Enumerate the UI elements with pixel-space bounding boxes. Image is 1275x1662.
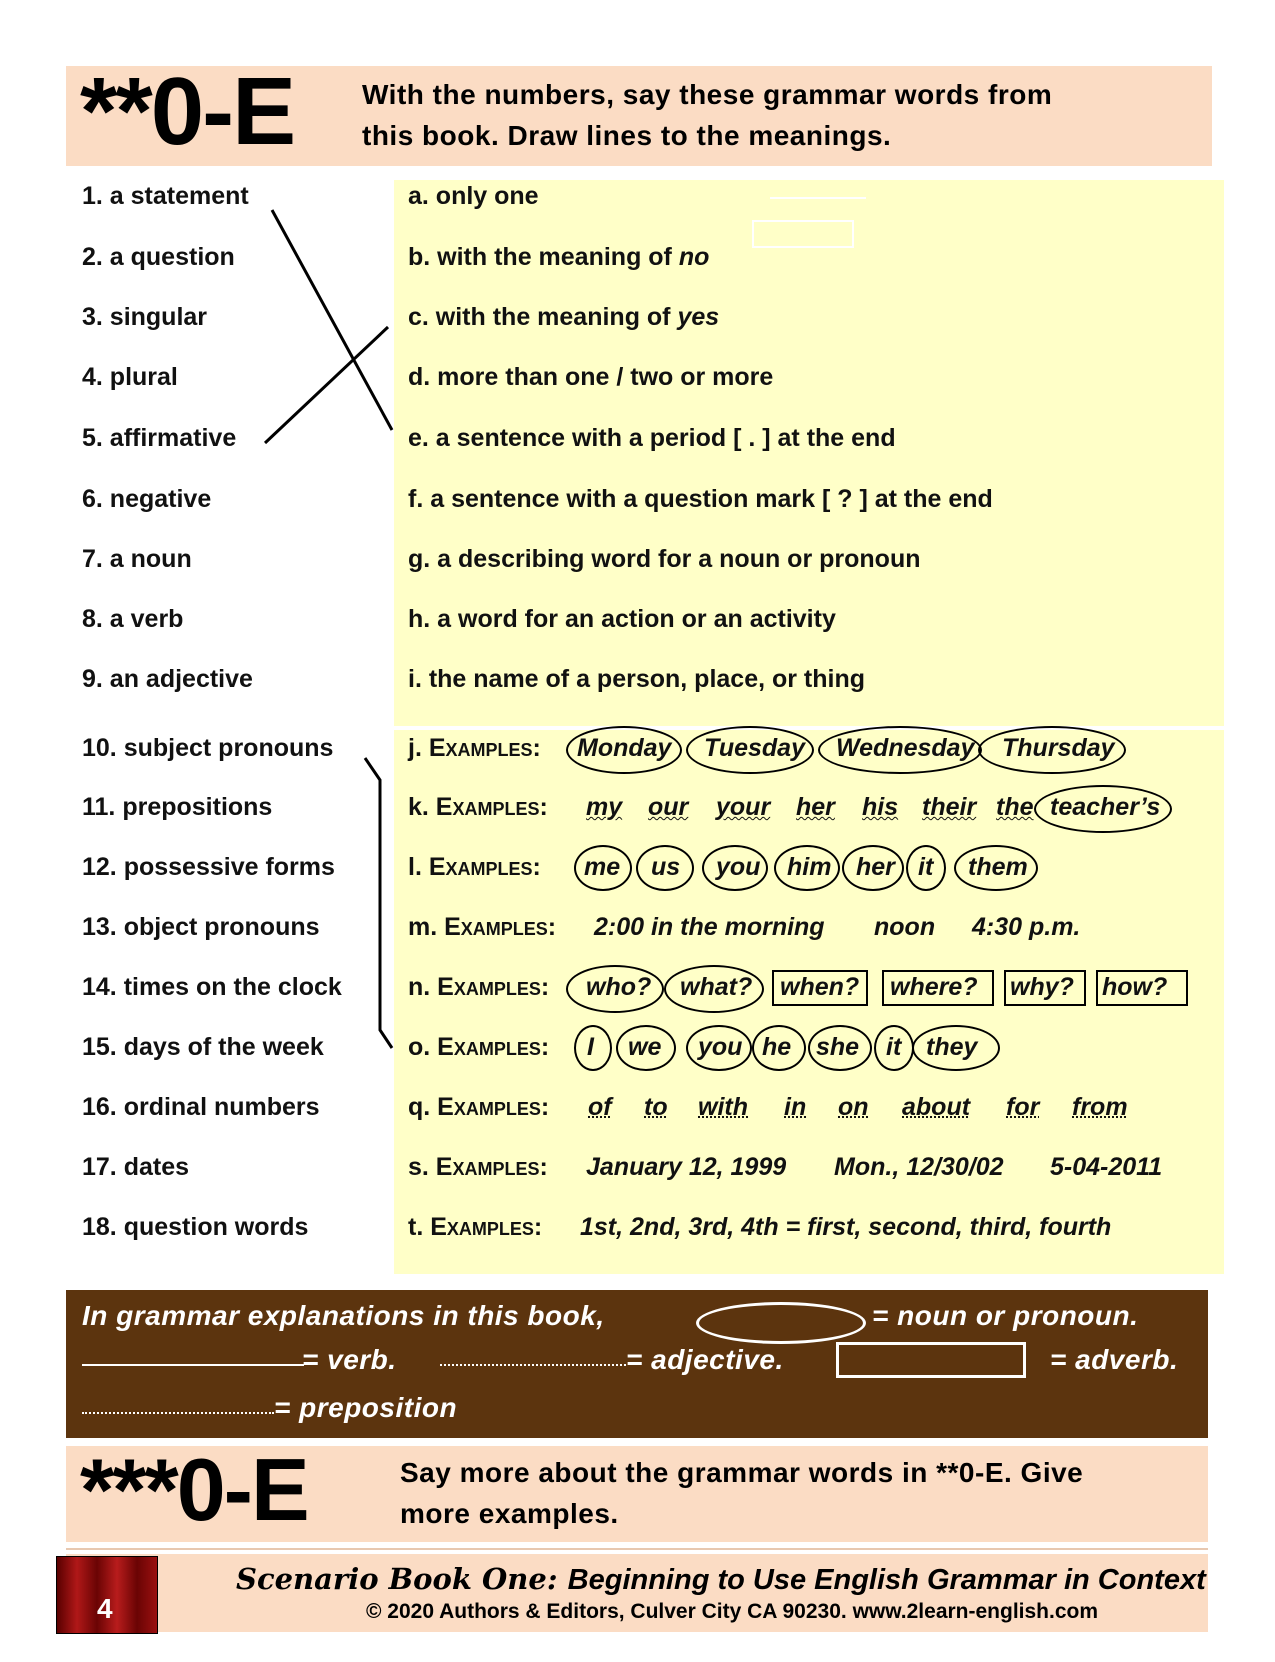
- term-6: 6. negative: [82, 485, 212, 513]
- instruction-line-2: this book. Draw lines to the meanings.: [362, 120, 892, 151]
- book-title-main: Beginning to Use English Grammar in Context: [567, 1564, 1206, 1596]
- ex-her: her: [796, 793, 835, 821]
- term-13: 13. object pronouns: [82, 913, 320, 941]
- ex-our: our: [648, 793, 689, 821]
- meaning-h: h. a word for an action or an activity: [408, 605, 836, 633]
- legend-preposition: = preposition: [274, 1392, 458, 1423]
- term-18: 18. question words: [82, 1213, 309, 1241]
- ex-us: us: [651, 853, 681, 881]
- ex-my: my: [586, 793, 623, 821]
- ex-you-subj: you: [698, 1033, 743, 1061]
- ex-of: of: [588, 1093, 612, 1121]
- meaning-f: f. a sentence with a question mark [ ? ] at the end: [408, 485, 993, 513]
- ex-it-subj: it: [886, 1033, 902, 1061]
- ex-he: he: [762, 1033, 792, 1061]
- ex-them: them: [968, 853, 1028, 881]
- legend-adverb-box: [836, 1342, 1026, 1378]
- page-number: 4: [97, 1593, 113, 1624]
- ex-date-3: 5-04-2011: [1050, 1153, 1163, 1181]
- examples-label-k: Examples:: [435, 793, 548, 821]
- examples-label-t: Examples:: [430, 1213, 543, 1241]
- legend-adjective-line: [440, 1364, 626, 1366]
- term-16: 16. ordinal numbers: [82, 1093, 320, 1121]
- meaning-b-text: b. with the meaning of: [408, 243, 679, 271]
- legend-noun: = noun or pronoun.: [872, 1300, 1139, 1331]
- ex-her-obj: her: [856, 853, 895, 881]
- example-n-letter: n.: [408, 973, 438, 1001]
- legend-preposition-line: [82, 1412, 274, 1414]
- ex-wednesday: Wednesday: [836, 734, 975, 762]
- ex-who: who?: [586, 973, 652, 1001]
- term-9: 9. an adjective: [82, 665, 253, 693]
- meaning-a: a. only one: [408, 182, 539, 210]
- ex-it-obj: it: [918, 853, 934, 881]
- term-3: 3. singular: [82, 303, 208, 331]
- ex-how: how?: [1102, 973, 1168, 1001]
- ex-tuesday: Tuesday: [704, 734, 805, 762]
- ex-ordinals: 1st, 2nd, 3rd, 4th = first, second, third, fourth: [580, 1213, 1112, 1241]
- example-m-letter: m.: [408, 913, 445, 941]
- term-4: 4. plural: [82, 363, 178, 391]
- examples-label-o: Examples:: [437, 1033, 550, 1061]
- ex-his: his: [862, 793, 899, 821]
- meaning-e: e. a sentence with a period [ . ] at the end: [408, 424, 896, 452]
- term-8: 8. a verb: [82, 605, 184, 633]
- ex-when: when?: [780, 973, 860, 1001]
- legend-box: [66, 1290, 1208, 1438]
- exercise-code: **0-E: [80, 58, 295, 165]
- examples-label-q: Examples:: [437, 1093, 550, 1121]
- legend-verb-line: [82, 1364, 304, 1366]
- ex-for: for: [1006, 1093, 1040, 1121]
- ex-the: the: [996, 793, 1034, 821]
- legend-verb: = verb.: [302, 1344, 397, 1375]
- ex-time-3: 4:30 p.m.: [972, 913, 1081, 941]
- meaning-b-word: no: [678, 243, 710, 271]
- meaning-c-word: yes: [677, 303, 720, 331]
- instruction-line-1: With the numbers, say these grammar words from: [362, 79, 1053, 110]
- ex-why: why?: [1010, 973, 1074, 1001]
- examples-label-n: Examples:: [437, 973, 550, 1001]
- ex-teachers: teacher’s: [1050, 793, 1161, 821]
- ex-you-obj: you: [716, 853, 761, 881]
- examples-label-m: Examples:: [444, 913, 557, 941]
- example-s-letter: s.: [408, 1153, 436, 1181]
- ex-from: from: [1072, 1093, 1128, 1121]
- ex-where: where?: [890, 973, 978, 1001]
- ex-to: to: [644, 1093, 668, 1121]
- example-o-letter: o.: [408, 1033, 438, 1061]
- term-17: 17. dates: [82, 1153, 190, 1181]
- meaning-d: d. more than one / two or more: [408, 363, 774, 391]
- term-11: 11. prepositions: [82, 793, 273, 821]
- meaning-c-text: c. with the meaning of: [408, 303, 678, 331]
- example-t-letter: t.: [408, 1213, 431, 1241]
- ex-we: we: [628, 1033, 662, 1061]
- ex-what: what?: [680, 973, 753, 1001]
- legend-oval: [696, 1302, 866, 1344]
- term-7: 7. a noun: [82, 545, 192, 573]
- term-2: 2. a question: [82, 243, 235, 271]
- followup-line-2: more examples.: [400, 1498, 619, 1529]
- legend-adverb: = adverb.: [1050, 1344, 1179, 1375]
- examples-label-j: Examples:: [428, 734, 541, 762]
- ex-she: she: [816, 1033, 860, 1061]
- legend-line-1: In grammar explanations in this book,: [82, 1300, 605, 1331]
- ex-thursday: Thursday: [1002, 734, 1115, 762]
- curtain-logo: [56, 1556, 158, 1634]
- followup-block: [66, 1440, 1208, 1542]
- examples-label-l: Examples:: [428, 853, 541, 881]
- ex-i: I: [587, 1033, 594, 1061]
- example-q-letter: q.: [408, 1093, 438, 1121]
- ex-with: with: [698, 1093, 748, 1121]
- legend-adjective: = adjective.: [626, 1344, 784, 1375]
- ex-your: your: [716, 793, 771, 821]
- footer-divider: [66, 1548, 1208, 1550]
- ex-him: him: [787, 853, 832, 881]
- ex-date-1: January 12, 1999: [586, 1153, 787, 1181]
- meaning-i: i. the name of a person, place, or thing: [408, 665, 866, 693]
- example-l-letter: l.: [408, 853, 429, 881]
- term-15: 15. days of the week: [82, 1033, 324, 1061]
- followup-line-1: Say more about the grammar words in **0-E. Give: [400, 1457, 1084, 1488]
- followup-code: ***0-E: [80, 1440, 308, 1539]
- ex-me: me: [584, 853, 621, 881]
- ex-monday: Monday: [577, 734, 672, 762]
- ex-time-2: noon: [874, 913, 936, 941]
- example-k-letter: k.: [408, 793, 436, 821]
- term-10: 10. subject pronouns: [82, 734, 334, 762]
- ex-time-1: 2:00 in the morning: [594, 913, 825, 941]
- term-5: 5. affirmative: [82, 424, 237, 452]
- ex-on: on: [838, 1093, 869, 1121]
- book-title: [236, 1562, 1206, 1597]
- copyright: © 2020 Authors & Editors, Culver City CA 90230. www.2learn-english.com: [366, 1600, 1099, 1623]
- term-12: 12. possessive forms: [82, 853, 335, 881]
- meaning-g: g. a describing word for a noun or pronoun: [408, 545, 921, 573]
- examples-label-s: Examples:: [435, 1153, 548, 1181]
- book-title-series: Scenario Book One:: [236, 1562, 568, 1596]
- ex-in: in: [784, 1093, 807, 1121]
- term-1: 1. a statement: [82, 182, 249, 210]
- ex-about: about: [902, 1093, 971, 1121]
- ex-date-2: Mon., 12/30/02: [834, 1153, 1004, 1181]
- example-j-letter: j.: [408, 734, 429, 762]
- term-14: 14. times on the clock: [82, 973, 342, 1001]
- ex-they: they: [926, 1033, 978, 1061]
- ex-their: their: [922, 793, 977, 821]
